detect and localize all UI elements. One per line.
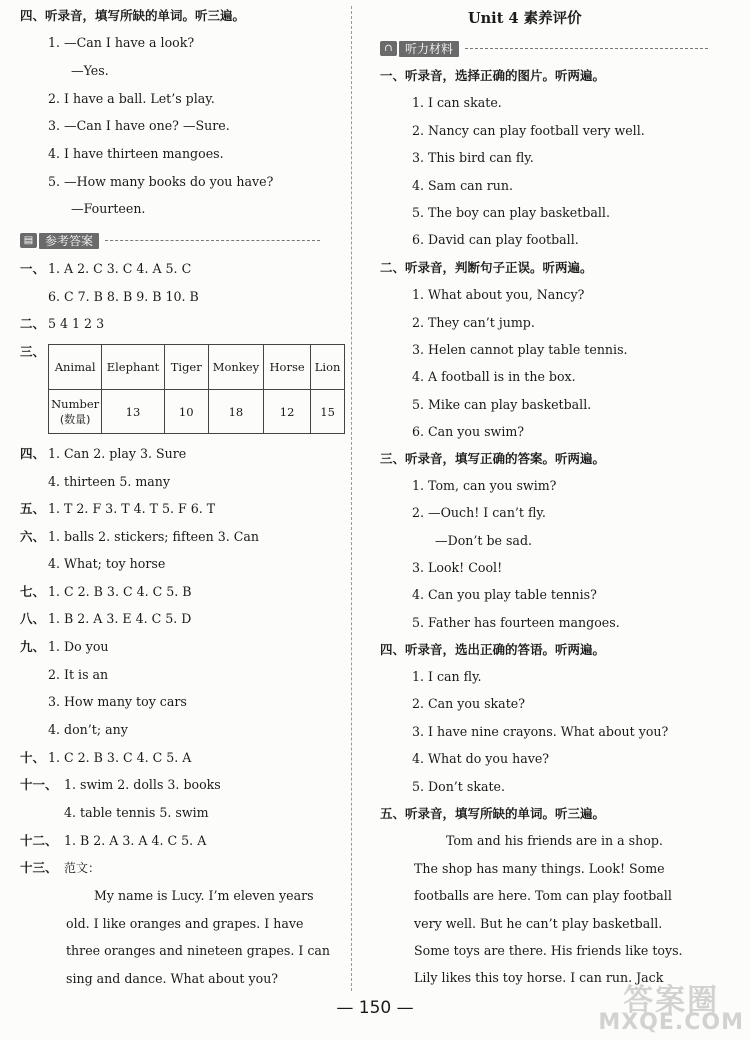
answer-label: 九、 bbox=[20, 639, 46, 654]
passage-line: Lily likes this toy horse. I can run. Jack bbox=[414, 970, 664, 985]
table-header-cell: Monkey bbox=[208, 345, 263, 390]
script-line: 1. I can skate. bbox=[412, 95, 502, 110]
answer-label: 六、 bbox=[20, 529, 46, 544]
listening-banner bbox=[380, 40, 708, 57]
table-header-cell: Horse bbox=[264, 345, 311, 390]
script-line: 4. A football is in the box. bbox=[412, 369, 576, 384]
question-header: 二、听录音，判断句子正误。听两遍。 bbox=[380, 260, 593, 275]
script-line: 1. I can fly. bbox=[412, 669, 482, 684]
question-header: 三、听录音，填写正确的答案。听两遍。 bbox=[380, 451, 606, 466]
answer-line: 1. C 2. B 3. C 4. C 5. B bbox=[48, 584, 192, 599]
table-header-cell: Elephant bbox=[102, 345, 164, 390]
answer-label: 十、 bbox=[20, 750, 46, 765]
passage-line: footballs are here. Tom can play football bbox=[414, 888, 672, 903]
answer-line: 5 4 1 2 3 bbox=[48, 316, 105, 331]
script-line: 2. They can’t jump. bbox=[412, 315, 535, 330]
animal-count-table bbox=[48, 344, 345, 434]
answer-line: 1. Do you bbox=[48, 639, 109, 654]
answer-line: 1. C 2. B 3. C 4. C 5. A bbox=[48, 750, 192, 765]
script-line: —Don’t be sad. bbox=[435, 533, 533, 548]
script-line: 2. Can you skate? bbox=[412, 696, 525, 711]
answer-line: 4. What; toy horse bbox=[48, 556, 166, 571]
watermark-logo-text: 答案圈 bbox=[623, 983, 720, 1018]
answer-line: 4. don’t; any bbox=[48, 722, 128, 737]
column-divider bbox=[351, 6, 352, 991]
script-line: 6. Can you swim? bbox=[412, 424, 525, 439]
essay-line: My name is Lucy. I’m eleven years bbox=[94, 888, 314, 903]
script-line: 3. This bird can fly. bbox=[412, 150, 534, 165]
answer-label: 五、 bbox=[20, 501, 46, 516]
answers-banner-label: 参考答案 bbox=[39, 233, 99, 249]
essay-line: three oranges and nineteen grapes. I can bbox=[66, 943, 330, 958]
section-4-header: 四、听录音，填写所缺的单词。听三遍。 bbox=[20, 8, 246, 23]
answer-label: 七、 bbox=[20, 584, 46, 599]
script-line: 5. The boy can play basketball. bbox=[412, 205, 610, 220]
essay-title: 范文： bbox=[64, 861, 101, 875]
s4-line: 3. —Can I have one? —Sure. bbox=[48, 118, 230, 133]
answer-label: 十一、 bbox=[20, 777, 58, 792]
answer-label: 二、 bbox=[20, 316, 46, 331]
essay-line: old. I like oranges and grapes. I have bbox=[66, 916, 304, 931]
question-header: 四、听录音，选出正确的答语。听两遍。 bbox=[380, 642, 606, 657]
table-cell: 13 bbox=[102, 390, 164, 434]
answer-label: 一、 bbox=[20, 261, 46, 276]
table-cell: 12 bbox=[264, 390, 311, 434]
answer-line: 1. balls 2. stickers; fifteen 3. Can bbox=[48, 529, 259, 544]
answer-label: 四、 bbox=[20, 446, 46, 461]
table-header-cell: Lion bbox=[311, 345, 345, 390]
watermark-domain: MXQE.COM bbox=[598, 1010, 744, 1035]
script-line: 5. Don’t skate. bbox=[412, 779, 505, 794]
s4-line: 4. I have thirteen mangoes. bbox=[48, 146, 224, 161]
banner-dashed-line bbox=[465, 48, 708, 49]
listening-banner-label: 听力材料 bbox=[399, 41, 459, 57]
s4-line: 5. —How many books do you have? bbox=[48, 174, 274, 189]
site-watermark bbox=[598, 983, 744, 1035]
answer-label: 八、 bbox=[20, 611, 46, 626]
script-line: 3. Helen cannot play table tennis. bbox=[412, 342, 628, 357]
script-line: 5. Father has fourteen mangoes. bbox=[412, 615, 620, 630]
answer-line: 4. table tennis 5. swim bbox=[64, 805, 209, 820]
answer-line: 4. thirteen 5. many bbox=[48, 474, 171, 489]
essay-line: sing and dance. What about you? bbox=[66, 971, 279, 986]
answer-line: 1. Can 2. play 3. Sure bbox=[48, 446, 187, 461]
script-line: 4. Sam can run. bbox=[412, 178, 514, 193]
script-line: 1. Tom, can you swim? bbox=[412, 478, 557, 493]
answer-line: 1. A 2. C 3. C 4. A 5. C bbox=[48, 261, 192, 276]
script-line: 4. What do you have? bbox=[412, 751, 550, 766]
answer-line: 2. It is an bbox=[48, 667, 109, 682]
answers-banner bbox=[20, 232, 320, 249]
table-row-label bbox=[49, 390, 102, 434]
answer-label: 三、 bbox=[20, 344, 46, 359]
script-line: 2. Nancy can play football very well. bbox=[412, 123, 645, 138]
s4-line: 1. —Can I have a look? bbox=[48, 35, 195, 50]
banner-dashed-line bbox=[105, 240, 320, 241]
script-line: 5. Mike can play basketball. bbox=[412, 397, 592, 412]
row-label-cn: (数量) bbox=[59, 412, 91, 426]
s4-line: 2. I have a ball. Let’s play. bbox=[48, 91, 215, 106]
page-title: Unit 4 素养评价 bbox=[468, 10, 582, 27]
headphones-icon: ∩ bbox=[380, 41, 397, 56]
passage-line: very well. But he can’t play basketball. bbox=[414, 916, 663, 931]
script-line: 3. Look! Cool! bbox=[412, 560, 503, 575]
script-line: 2. —Ouch! I can’t fly. bbox=[412, 505, 546, 520]
question-header: 一、听录音，选择正确的图片。听两遍。 bbox=[380, 68, 606, 83]
script-line: 4. Can you play table tennis? bbox=[412, 587, 597, 602]
passage-line: The shop has many things. Look! Some bbox=[414, 861, 665, 876]
table-cell: 10 bbox=[164, 390, 208, 434]
row-label-en: Number bbox=[51, 396, 100, 411]
passage-line: Some toys are there. His friends like toys. bbox=[414, 943, 683, 958]
question-header: 五、听录音，填写所缺的单词。听三遍。 bbox=[380, 806, 606, 821]
page-number: — 150 — bbox=[336, 998, 414, 1018]
answer-line: 1. T 2. F 3. T 4. T 5. F 6. T bbox=[48, 501, 216, 516]
answer-line: 1. B 2. A 3. E 4. C 5. D bbox=[48, 611, 192, 626]
book-icon: ▤ bbox=[20, 233, 37, 248]
answer-label: 十二、 bbox=[20, 833, 58, 848]
answer-label: 十三、 bbox=[20, 860, 58, 875]
answer-line: 1. swim 2. dolls 3. books bbox=[64, 777, 221, 792]
answer-line: 1. B 2. A 3. A 4. C 5. A bbox=[64, 833, 207, 848]
s4-line: —Fourteen. bbox=[71, 201, 146, 216]
script-line: 3. I have nine crayons. What about you? bbox=[412, 724, 669, 739]
answer-line: 3. How many toy cars bbox=[48, 694, 187, 709]
s4-line: —Yes. bbox=[71, 63, 109, 78]
table-cell: 18 bbox=[208, 390, 263, 434]
table-header-cell: Tiger bbox=[164, 345, 208, 390]
passage-line: Tom and his friends are in a shop. bbox=[446, 833, 663, 848]
script-line: 6. David can play football. bbox=[412, 232, 579, 247]
script-line: 1. What about you, Nancy? bbox=[412, 287, 585, 302]
table-cell: 15 bbox=[311, 390, 345, 434]
table-header-cell: Animal bbox=[49, 345, 102, 390]
answer-line: 6. C 7. B 8. B 9. B 10. B bbox=[48, 289, 199, 304]
